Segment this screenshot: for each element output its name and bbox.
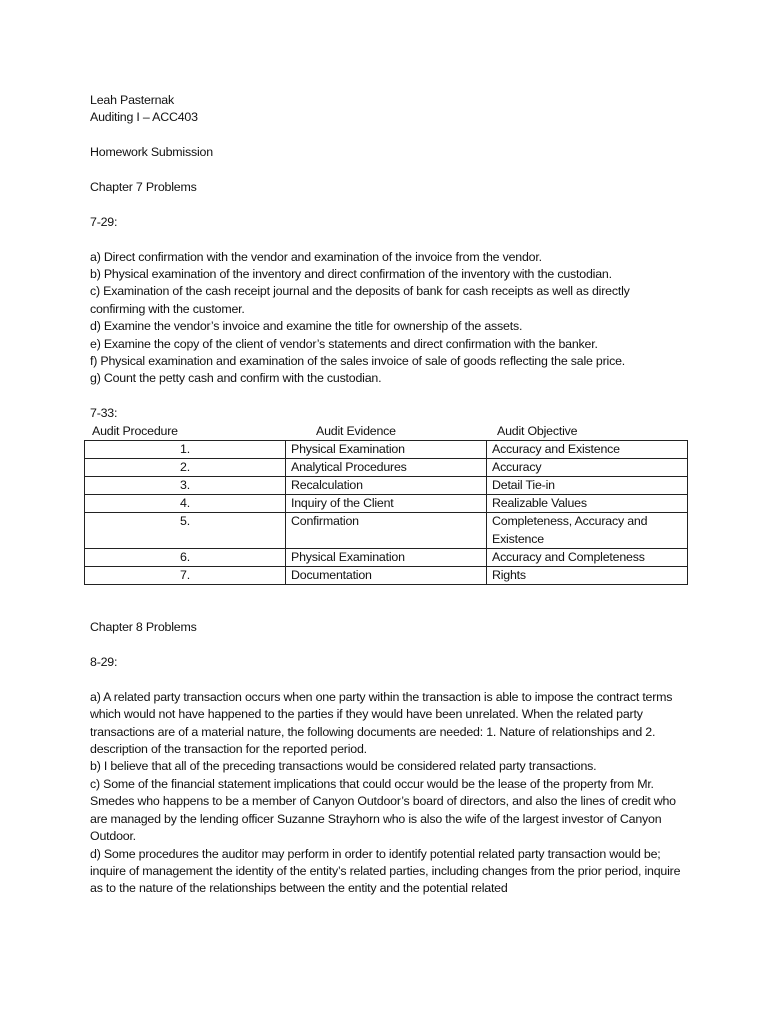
- table-row: [85, 495, 688, 513]
- answer-item: d) Examine the vendor’s invoice and examine the title for ownership of the assets.: [90, 319, 523, 334]
- problem-7-29-label: 7-29:: [90, 214, 118, 229]
- cell-evidence: Recalculation: [286, 477, 487, 495]
- column-header-objective: Audit Objective: [497, 423, 578, 438]
- chapter8-heading: Chapter 8 Problems: [90, 620, 197, 635]
- chapter7-heading: Chapter 7 Problems: [90, 180, 197, 194]
- audit-table: [84, 440, 688, 586]
- table-column-headers: [90, 423, 690, 440]
- spacer: [90, 585, 690, 619]
- cell-evidence: Inquiry of the Client: [286, 495, 487, 513]
- cell-procedure: 5.: [85, 513, 286, 548]
- cell-objective: Accuracy and Existence: [487, 440, 688, 458]
- cell-evidence: Physical Examination: [286, 440, 487, 458]
- answer-item: b) I believe that all of the preceding transactions would be considered related party transactions.: [90, 759, 597, 774]
- cell-procedure: 6.: [85, 548, 286, 566]
- cell-procedure: 4.: [85, 495, 286, 513]
- cell-evidence: Physical Examination: [286, 548, 487, 566]
- cell-objective: Rights: [487, 567, 688, 585]
- answer-item: a) Direct confirmation with the vendor and examination of the invoice from the vendor.: [90, 249, 542, 264]
- cell-objective: Accuracy: [487, 458, 688, 476]
- cell-objective: Detail Tie-in: [487, 477, 688, 495]
- author-name: Leah Pasternak: [90, 93, 174, 107]
- problem-7-33-label: 7-33:: [90, 406, 118, 421]
- cell-procedure: 2.: [85, 458, 286, 476]
- cell-objective: Realizable Values: [487, 495, 688, 513]
- table-row: [85, 513, 688, 548]
- cell-procedure: 1.: [85, 440, 286, 458]
- column-header-procedure: Audit Procedure: [92, 423, 178, 438]
- answer-item: c) Examination of the cash receipt journal and the deposits of bank for cash receipts as well as directly confirming with the customer.: [90, 284, 630, 316]
- answer-item: f) Physical examination and examination of the sales invoice of sale of goods reflecting the sale price.: [90, 354, 626, 369]
- answer-item: c) Some of the financial statement implications that could occur would be the lease of the property from Mr. Smedes who happens to be a member of Canyon Outdoor’s board of directors, and also the lines of credit who are managed by the lending officer Suzanne Strayhorn who is also the wife of the largest investor of Canyon Outdoor.: [90, 776, 676, 844]
- table-row: [85, 477, 688, 495]
- cell-evidence: Analytical Procedures: [286, 458, 487, 476]
- course-title: Auditing I – ACC403: [90, 110, 198, 125]
- table-row: [85, 548, 688, 566]
- cell-procedure: 7.: [85, 567, 286, 585]
- table-row: [85, 440, 688, 458]
- cell-evidence: Documentation: [286, 567, 487, 585]
- table-row: [85, 458, 688, 476]
- answer-item: g) Count the petty cash and confirm with the custodian.: [90, 371, 382, 386]
- cell-objective: Completeness, Accuracy and Existence: [487, 513, 688, 548]
- table-row: [85, 567, 688, 585]
- column-header-evidence: Audit Evidence: [316, 423, 396, 438]
- cell-evidence: Confirmation: [286, 513, 487, 548]
- submission-heading: Homework Submission: [90, 145, 213, 160]
- answer-item: e) Examine the copy of the client of vendor’s statements and direct confirmation with the banker.: [90, 336, 598, 351]
- problem-7-29-answers: [90, 249, 690, 388]
- cell-procedure: 3.: [85, 477, 286, 495]
- document-body: [90, 92, 690, 898]
- answer-item: d) Some procedures the auditor may perform in order to identify potential related party transaction would be; inquire of management the identity of the entity’s related parties, including changes from the prior period, inquire as to the nature of the relationships between the entity and the potential related: [90, 846, 681, 896]
- cell-objective: Accuracy and Completeness: [487, 548, 688, 566]
- answer-item: a) A related party transaction occurs when one party within the transaction is able to impose the contract terms which would not have happened to the parties if they would have been unrelated. When the related party transactions are of a material nature, the following documents are needed: 1. Nature of relationships and 2. description of the transaction for the reported period.: [90, 689, 673, 757]
- answer-item: b) Physical examination of the inventory and direct confirmation of the inventory with the custodian.: [90, 267, 612, 281]
- problem-8-29-label: 8-29:: [90, 655, 118, 670]
- problem-8-29-answers: [90, 689, 690, 898]
